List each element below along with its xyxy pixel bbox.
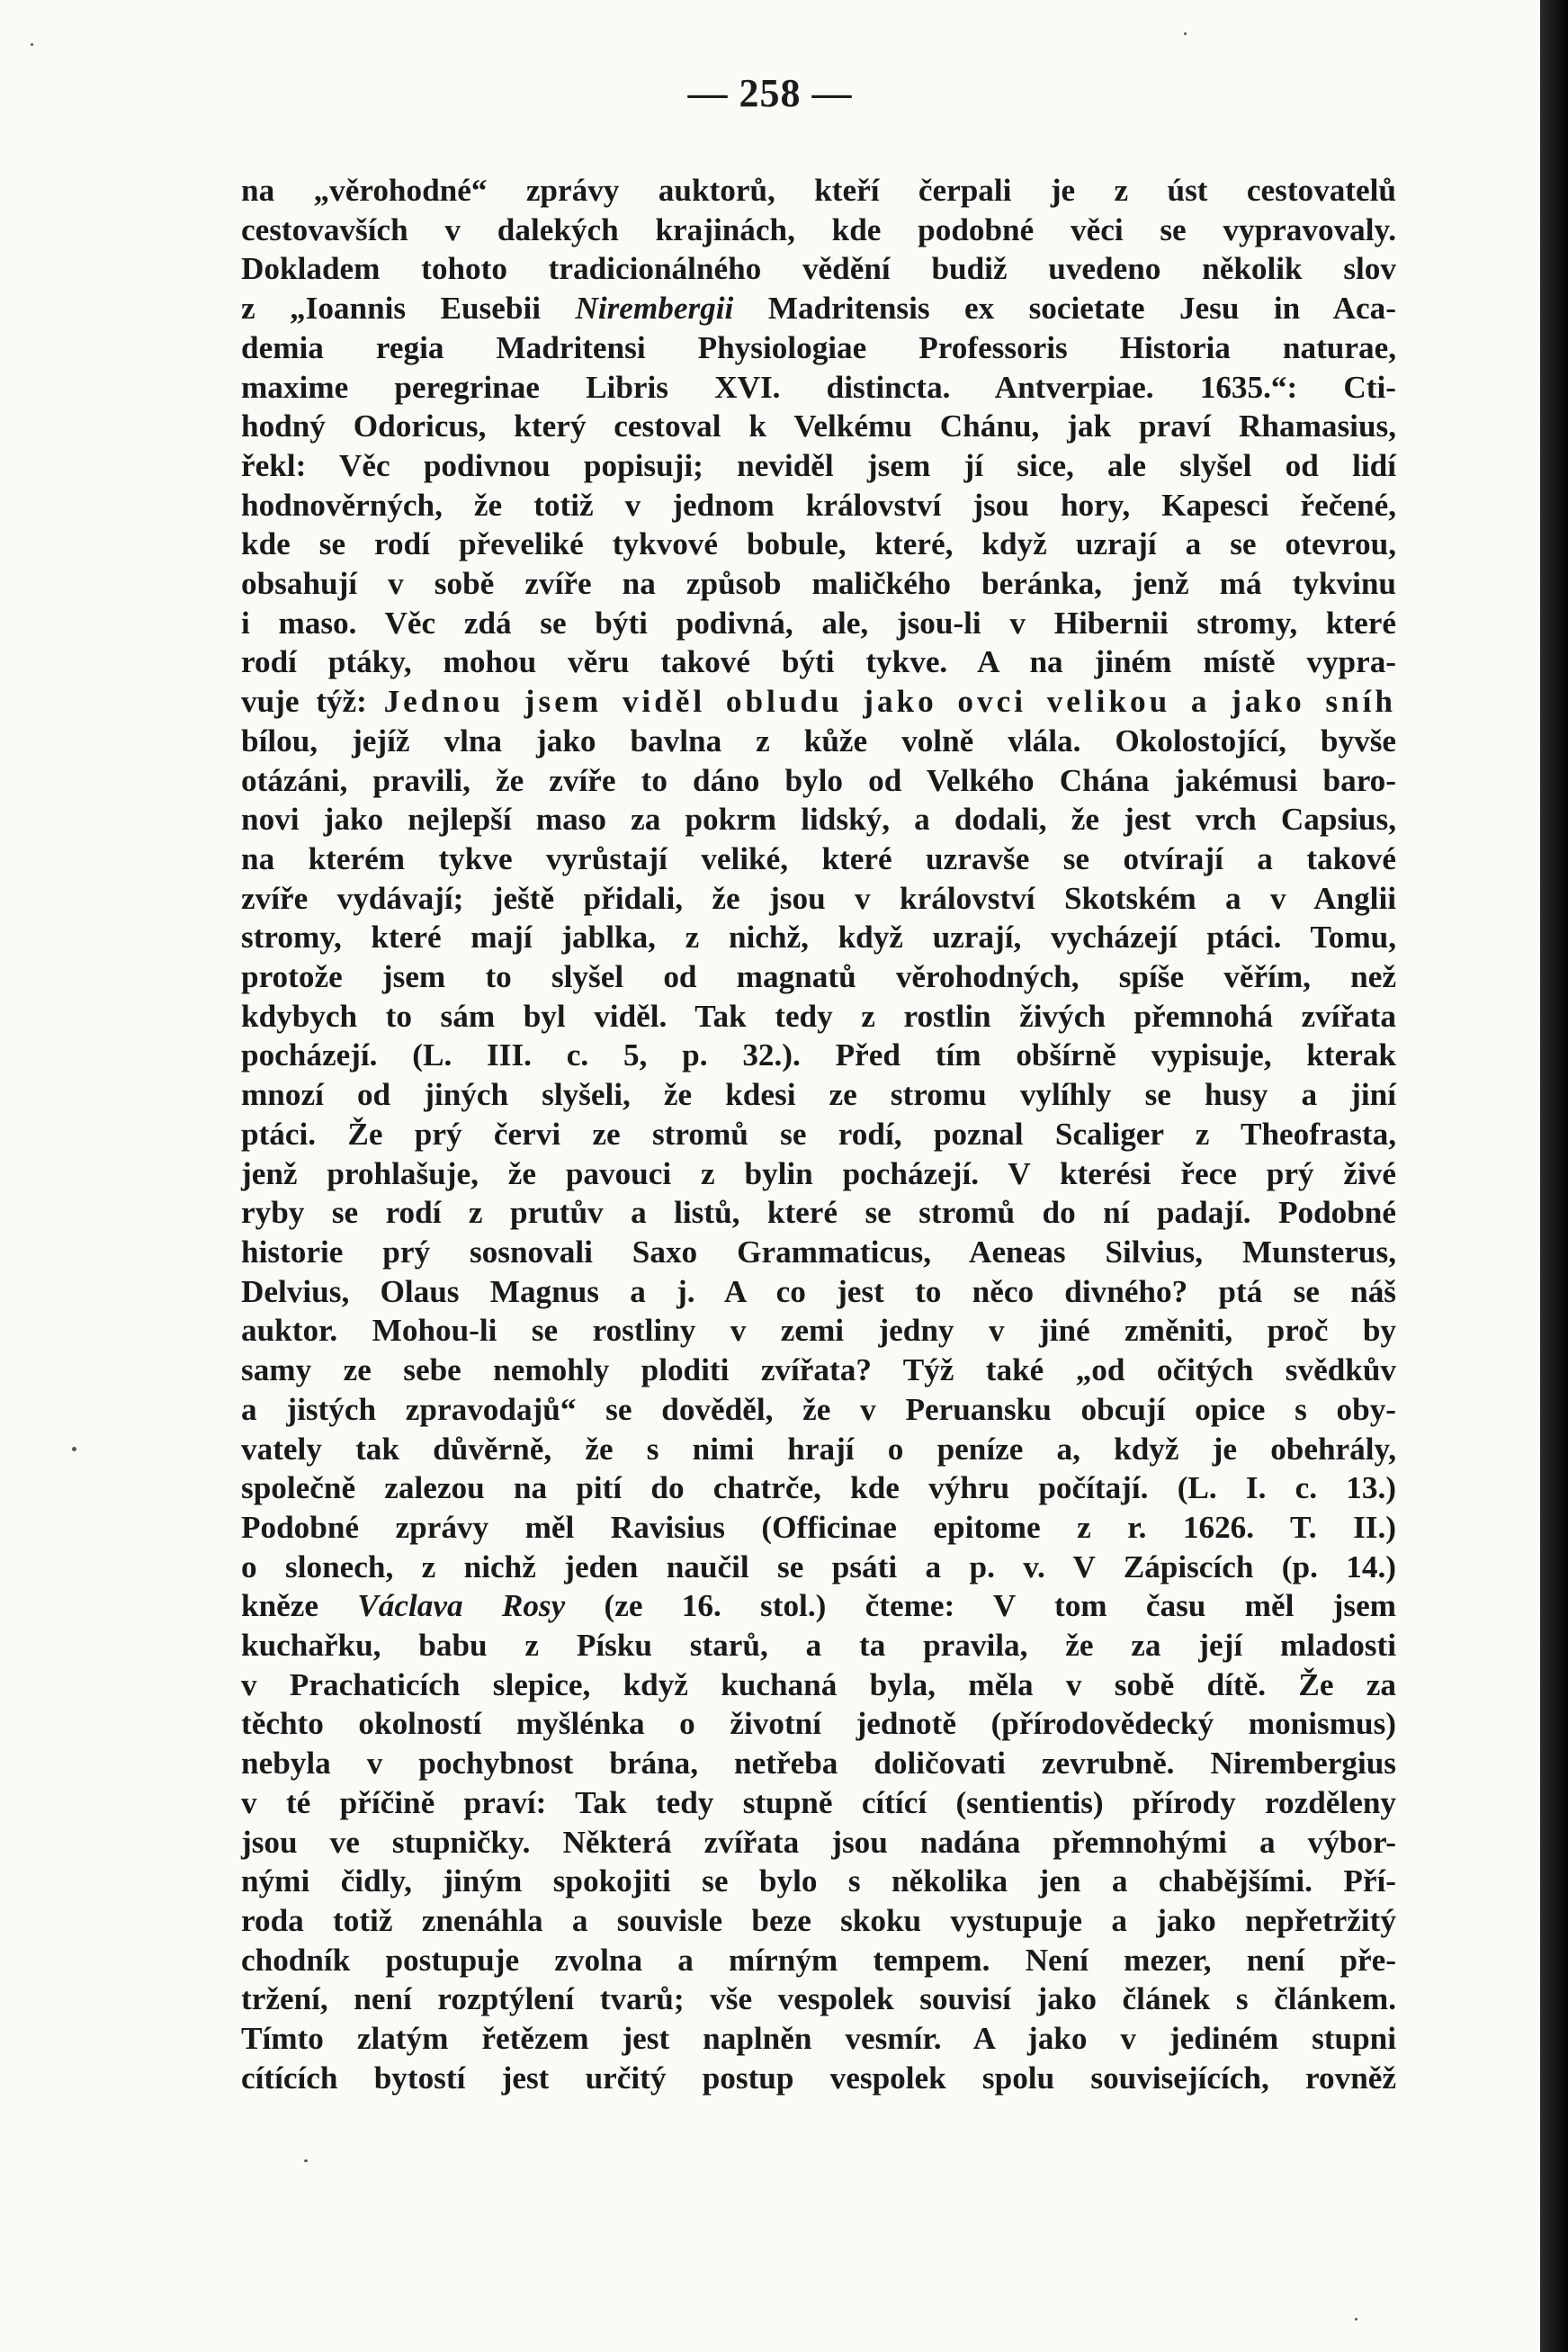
print-speck — [1355, 2318, 1357, 2321]
text-line — [241, 957, 1396, 997]
text-segment: stromy, které mají jablka, z nichž, když uzrají, vycházejí ptáci. Tomu, — [241, 920, 1396, 956]
text-line — [241, 1351, 1396, 1390]
text-line — [241, 446, 1396, 486]
text-segment: společně zalezou na pití do chatrče, kde výhru počítají. (L. I. c. 13.) — [241, 1470, 1396, 1506]
text-line — [241, 1468, 1396, 1508]
text-line — [241, 1036, 1396, 1075]
body-text — [241, 171, 1396, 2097]
text-segment: ryby se rodí z prutův a listů, které se stromů do ní padají. Podobné — [241, 1195, 1396, 1231]
text-line — [241, 918, 1396, 957]
text-segment: historie prý sosnovali Saxo Grammaticus, Aeneas Silvius, Munsterus, — [241, 1234, 1396, 1270]
text-segment: na „věrohodné“ zprávy auktorů, kteří čerpali je z úst cestovatelů — [241, 173, 1396, 208]
text-line — [241, 249, 1396, 289]
text-line — [241, 1154, 1396, 1194]
text-line — [241, 289, 1396, 328]
text-segment: roda totiž znenáhla a souvisle beze skoku vystupuje a jako nepřetržitý — [241, 1902, 1396, 1938]
text-segment: o slonech, z nichž jeden naučil se psáti a p. v. V Zápiscích (p. 14.) — [241, 1549, 1396, 1584]
text-segment: v Prachaticích slepice, když kuchaná byla, měla v sobě dítě. Že za — [241, 1666, 1396, 1702]
text-segment: otázáni, pravili, že zvíře to dáno bylo od Velkého Chána jakémusi baro- — [241, 762, 1396, 798]
text-segment: (ze 16. stol.) čteme: V tom času měl jsem — [565, 1588, 1396, 1624]
text-line — [241, 1823, 1396, 1863]
text-line — [241, 1115, 1396, 1154]
text-line — [241, 1586, 1396, 1626]
text-segment: Delvius, Olaus Magnus a j. A co jest to něco divného? ptá se náš — [241, 1273, 1396, 1309]
text-segment: rodí ptáky, mohou věru takové býti tykve. A na jiném místě vypra- — [241, 644, 1396, 680]
text-segment: kde se rodí převeliké tykvové bobule, které, když uzrají a se otevrou, — [241, 526, 1396, 562]
text-segment: zvíře vydávají; ještě přidali, že jsou v království Skotském a v Anglii — [241, 880, 1396, 916]
text-segment: protože jsem to slyšel od magnatů věrohodných, spíše věřím, než — [241, 959, 1396, 995]
print-speck — [1184, 32, 1187, 35]
text-segment: kdybych to sám byl viděl. Tak tedy z rostlin živých přemnohá zvířata — [241, 998, 1396, 1034]
text-segment: novi jako nejlepší maso za pokrm lidský, a dodali, že jest vrch Capsius, — [241, 802, 1396, 838]
text-line — [241, 486, 1396, 525]
text-segment: maxime peregrinae Libris XVI. distincta. Antverpiae. 1635.“: Cti- — [241, 369, 1396, 405]
text-segment: pocházejí. (L. III. c. 5, p. 32.). Před tím obšírně vypisuje, kterak — [241, 1037, 1396, 1073]
page-edge-shadow — [1540, 0, 1568, 2352]
text-segment: nebyla v pochybnost brána, netřeba doličovati zevrubně. Nirembergius — [241, 1746, 1396, 1782]
text-line — [241, 1548, 1396, 1587]
text-line — [241, 1390, 1396, 1430]
text-line — [241, 1941, 1396, 1980]
text-line — [241, 564, 1396, 604]
text-line — [241, 604, 1396, 643]
spaced-text: Jednou jsem viděl obludu jako ovci velikou a jako sníh — [383, 684, 1396, 720]
text-line — [241, 211, 1396, 250]
text-segment: z „Ioannis Eusebii — [241, 291, 576, 327]
text-line — [241, 761, 1396, 801]
text-line — [241, 1075, 1396, 1115]
text-segment: cestovavších v dalekých krajinách, kde podobné věci se vypravovaly. — [241, 211, 1396, 247]
text-segment: Tímto zlatým řetězem jest naplněn vesmír. A jako v jediném stupni — [241, 2021, 1396, 2057]
text-line — [241, 407, 1396, 446]
print-speck — [72, 1447, 76, 1451]
text-line — [241, 1744, 1396, 1783]
text-line — [241, 328, 1396, 368]
text-segment: kněze — [241, 1588, 358, 1624]
text-line — [241, 1979, 1396, 2019]
text-line — [241, 1193, 1396, 1233]
text-line — [241, 1665, 1396, 1705]
text-segment: kuchařku, babu z Písku starů, a ta pravila, že za její mladosti — [241, 1628, 1396, 1664]
text-line — [241, 800, 1396, 839]
text-segment: vately tak důvěrně, že s nimi hrají o peníze a, když je obehrály, — [241, 1431, 1396, 1467]
text-line — [241, 722, 1396, 761]
text-segment: bílou, jejíž vlna jako bavlna z kůže volně vlála. Okolostojící, byvše — [241, 723, 1396, 759]
text-segment: nými čidly, jiným spokojiti se bylo s několika jen a chabějšími. Pří- — [241, 1863, 1396, 1899]
text-segment: Podobné zprávy měl Ravisius (Officinae epitome z r. 1626. T. II.) — [241, 1509, 1396, 1545]
text-segment: a jistých zpravodajů“ se dověděl, že v Peruansku obcují opice s oby- — [241, 1391, 1396, 1427]
text-line — [241, 997, 1396, 1037]
text-segment: vuje týž: — [241, 684, 384, 720]
text-line — [241, 879, 1396, 919]
text-line — [241, 1272, 1396, 1312]
text-line — [241, 1508, 1396, 1548]
text-line — [241, 2019, 1396, 2059]
text-line — [241, 2059, 1396, 2098]
text-line — [241, 1901, 1396, 1941]
text-segment: hodný Odoricus, který cestoval k Velkému Chánu, jak praví Rhamasius, — [241, 408, 1396, 444]
text-line — [241, 1862, 1396, 1901]
text-line — [241, 1783, 1396, 1823]
text-segment: hodnověrných, že totiž v jednom království jsou hory, Kapesci řečené, — [241, 487, 1396, 523]
page-number: — 258 — — [687, 71, 853, 115]
text-line — [241, 1704, 1396, 1744]
text-line — [241, 171, 1396, 211]
text-segment: cítících bytostí jest určitý postup vespolek spolu souvisejících, rovněž — [241, 2060, 1396, 2096]
text-segment: tržení, není rozptýlení tvarů; vše vespolek souvisí jako článek s článkem. — [241, 1981, 1396, 2017]
print-speck — [31, 43, 33, 46]
text-segment: obsahují v sobě zvíře na způsob maličkého beránka, jenž má tykvinu — [241, 566, 1396, 602]
text-line — [241, 368, 1396, 408]
text-segment: na kterém tykve vyrůstají veliké, které uzravše se otvírají a takové — [241, 840, 1396, 876]
text-line — [241, 839, 1396, 879]
text-segment: jenž prohlašuje, že pavouci z bylin pocházejí. V kterési řece prý živé — [241, 1155, 1396, 1191]
text-segment: samy ze sebe nemohly ploditi zvířata? Týž také „od očitých svědkův — [241, 1352, 1396, 1388]
text-segment: jsou ve stupničky. Některá zvířata jsou nadána přemnohými a výbor- — [241, 1824, 1396, 1860]
text-segment: řekl: Věc podivnou popisuji; neviděl jsem jí sice, ale slyšel od lidí — [241, 447, 1396, 483]
text-segment: demia regia Madritensi Physiologiae Professoris Historia naturae, — [241, 329, 1396, 365]
text-segment: chodník postupuje zvolna a mírným tempem. Není mezer, není pře- — [241, 1942, 1396, 1978]
text-segment: Madritensis ex societate Jesu in Aca- — [733, 291, 1396, 327]
text-line — [241, 1311, 1396, 1351]
text-segment: těchto okolností myšlénka o životní jednotě (přírodovědecký monismus) — [241, 1706, 1396, 1742]
text-segment: auktor. Mohou-li se rostliny v zemi jedny v jiné změniti, proč by — [241, 1313, 1396, 1349]
italic-name: Václava Rosy — [357, 1588, 566, 1624]
italic-name: Nirembergii — [575, 291, 734, 327]
text-segment: ptáci. Že prý červi ze stromů se rodí, poznal Scaliger z Theofrasta, — [241, 1116, 1396, 1152]
text-line — [241, 525, 1396, 564]
text-line — [241, 682, 1396, 722]
text-segment: Dokladem tohoto tradicionálného vědění budiž uvedeno několik slov — [241, 251, 1396, 287]
text-line — [241, 1626, 1396, 1665]
text-line — [241, 642, 1396, 682]
text-segment: i maso. Věc zdá se býti podivná, ale, jsou-li v Hibernii stromy, které — [241, 605, 1396, 641]
print-speck — [304, 2159, 308, 2162]
text-line — [241, 1233, 1396, 1272]
text-segment: v té příčině praví: Tak tedy stupně cítící (sentientis) přírody rozděleny — [241, 1784, 1396, 1820]
text-line — [241, 1430, 1396, 1469]
text-segment: mnozí od jiných slyšeli, že kdesi ze stromu vylíhly se husy a jiní — [241, 1077, 1396, 1113]
